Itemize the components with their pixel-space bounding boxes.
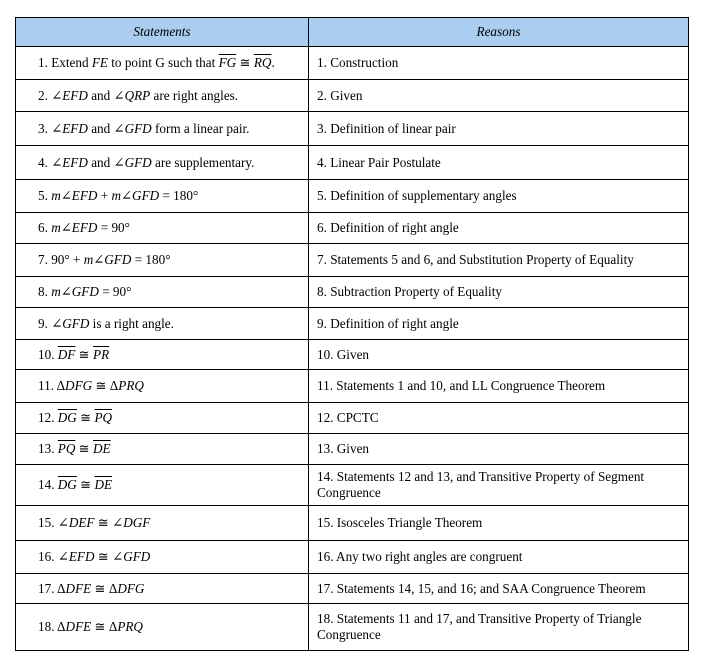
statement-cell: 8. m∠GFD = 90° <box>16 277 309 308</box>
statement-cell: 2. ∠EFD and ∠QRP are right angles. <box>16 80 309 112</box>
reason-cell: 11. Statements 1 and 10, and LL Congruence Theorem <box>309 370 689 403</box>
proof-row <box>16 465 689 506</box>
reasons-header: Reasons <box>309 18 689 47</box>
reason-cell: 10. Given <box>309 340 689 370</box>
proof-row <box>16 213 689 244</box>
reason-cell: 16. Any two right angles are congruent <box>309 541 689 574</box>
statements-header: Statements <box>16 18 309 47</box>
statement-cell: 16. ∠EFD ≅ ∠GFD <box>16 541 309 574</box>
reason-cell: 15. Isosceles Triangle Theorem <box>309 506 689 541</box>
statement-cell: 17. ΔDFE ≅ ΔDFG <box>16 574 309 604</box>
proof-row <box>16 340 689 370</box>
statement-cell: 1. Extend FE to point G such that $\overline{FG}$ ≅ $\overline{RQ}$. <box>16 47 309 80</box>
statement-cell: 13. $\overline{PQ}$ ≅ $\overline{DE}$ <box>16 434 309 465</box>
proof-row <box>16 574 689 604</box>
reason-cell: 12. CPCTC <box>309 403 689 434</box>
reason-cell: 13. Given <box>309 434 689 465</box>
proof-row <box>16 308 689 340</box>
statement-cell: 5. m∠EFD + m∠GFD = 180° <box>16 180 309 213</box>
proof-row <box>16 80 689 112</box>
statement-cell: 12. $\overline{DG}$ ≅ $\overline{PQ}$ <box>16 403 309 434</box>
statement-cell: 10. $\overline{DF}$ ≅ $\overline{PR}$ <box>16 340 309 370</box>
proof-table <box>15 17 689 651</box>
reason-cell: 17. Statements 14, 15, and 16; and SAA Congruence Theorem <box>309 574 689 604</box>
statement-cell: 18. ΔDFE ≅ ΔPRQ <box>16 604 309 651</box>
proof-row <box>16 604 689 651</box>
proof-row <box>16 47 689 80</box>
statement-cell: 7. 90° + m∠GFD = 180° <box>16 244 309 277</box>
header-row <box>16 18 689 47</box>
proof-row <box>16 112 689 146</box>
statement-cell: 9. ∠GFD is a right angle. <box>16 308 309 340</box>
statement-cell: 4. ∠EFD and ∠GFD are supplementary. <box>16 146 309 180</box>
reason-cell: 5. Definition of supplementary angles <box>309 180 689 213</box>
proof-row <box>16 244 689 277</box>
reason-cell: 2. Given <box>309 80 689 112</box>
reason-cell: 9. Definition of right angle <box>309 308 689 340</box>
statement-cell: 6. m∠EFD = 90° <box>16 213 309 244</box>
reason-cell: 14. Statements 12 and 13, and Transitive Property of Segment Congruence <box>309 465 689 506</box>
proof-row <box>16 370 689 403</box>
statement-cell: 15. ∠DEF ≅ ∠DGF <box>16 506 309 541</box>
proof-row <box>16 403 689 434</box>
reason-cell: 8. Subtraction Property of Equality <box>309 277 689 308</box>
reason-cell: 4. Linear Pair Postulate <box>309 146 689 180</box>
reason-cell: 7. Statements 5 and 6, and Substitution Property of Equality <box>309 244 689 277</box>
proof-row <box>16 146 689 180</box>
proof-row <box>16 180 689 213</box>
proof-row <box>16 541 689 574</box>
reason-cell: 18. Statements 11 and 17, and Transitive Property of Triangle Congruence <box>309 604 689 651</box>
statement-cell: 11. ΔDFG ≅ ΔPRQ <box>16 370 309 403</box>
statement-cell: 14. $\overline{DG}$ ≅ $\overline{DE}$ <box>16 465 309 506</box>
proof-row <box>16 434 689 465</box>
proof-row <box>16 277 689 308</box>
reason-cell: 1. Construction <box>309 47 689 80</box>
statement-cell: 3. ∠EFD and ∠GFD form a linear pair. <box>16 112 309 146</box>
proof-row <box>16 506 689 541</box>
reason-cell: 6. Definition of right angle <box>309 213 689 244</box>
reason-cell: 3. Definition of linear pair <box>309 112 689 146</box>
